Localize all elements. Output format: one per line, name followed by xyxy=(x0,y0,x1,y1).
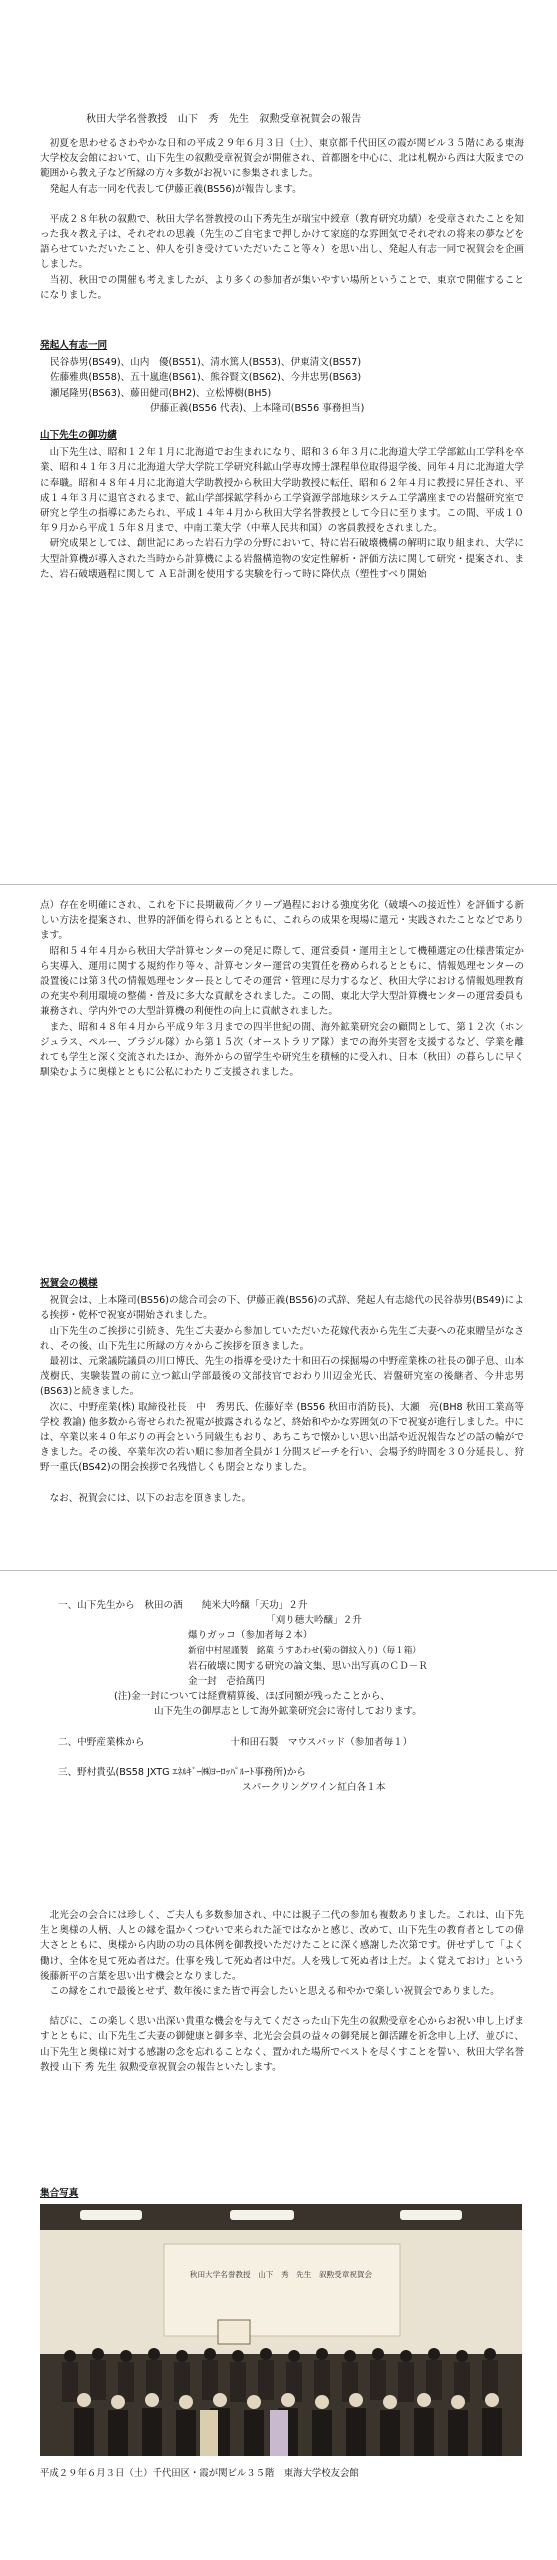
party-section xyxy=(40,1276,524,1506)
gift-line: 三、野村貴弘(BS58 JXTG ｴﾈﾙｷﾞｰ㈱ﾖｰﾛｯﾊﾟﾙｰﾄ事務所)から xyxy=(58,1766,306,1778)
gift-line: 「刈り穂大吟醸」２升 xyxy=(266,1615,362,1627)
founders-line-last: 伊藤正義(BS56 代表)、上本隆司(BS56 事務担当) xyxy=(150,402,365,414)
party-paragraph-1: 祝賀会は、上本隆司(BS56)の総合司会の下、伊藤正義(BS56)の式辞、発起人有志総代の民谷恭男(BS49)による挨拶・乾杯で祝宴が開始されました。 xyxy=(40,1295,524,1322)
gifts-list xyxy=(58,1598,528,1795)
gift-line: (注)金一封については経費精算後、ほぼ同額が残ったことから、 xyxy=(114,1691,390,1703)
gift-line: 金一封 壱拾萬円 xyxy=(188,1676,265,1688)
report-title: 秋田大学名誉教授 山下 秀 先生 叙勲受章祝賀会の報告 xyxy=(86,114,362,125)
closing-section xyxy=(40,1908,524,2075)
gift-line-detail: 十和田石製 マウスパッド（参加者毎１） xyxy=(230,1736,413,1748)
achievements-paragraph-4: 昭和５４年４月から秋田大学計算センターの発足に際して、運営委員・運用主として機種選定の仕様書策定から実導入、運用に関する規約作り等々、計算センター運営の実質任を務められるとともに、情報処理センターの設置後には第３代の情報処理センター長としてその運営・管理に尽力するなど、秋田大学における情報処理教育の充実や利用環境の整備・普及に多大な貢献をされました。この間、東北大学大型計算機センターの運営委員も兼務され、学内外での大型計算機の利便性の向上に貢献されました。 xyxy=(40,945,524,1018)
photo-banner-text: 秋田大学名誉教授 山下 秀 先生 叙勲受章祝賀会 xyxy=(189,2270,373,2279)
page-2 xyxy=(0,898,557,2479)
achievements-paragraph-2: 研究成果としては、創世記にあった岩石力学の分野において、特に岩石破壊機構の解明に取り組まれ、大学に大型計算機が導入された当時から計算機による岩盤構造物の安定性解析・評価方法に関して研究・提案され、また、岩石破壊過程に関して ＡＥ計測を使用する実験を行って時に降伏点（塑性すべり開始 xyxy=(40,538,524,580)
intro-paragraph-2: 発起人有志一同を代表して伊藤正義(BS56)が報告します。 xyxy=(49,183,302,195)
closing-paragraph-3: 結びに、この楽しく思い出深い貴重な機会を与えてくださった山下先生の叙勲受章を心からお祝い申し上げますとともに、山下先生ご夫妻の御健康と御多幸、北光会会員の益々の御発展と御活躍を祈念申し上げ、並びに、山下先生と奥様に対する感謝の念を忘れることなく、置かれた場所でベストを尽くすことを誓い、秋田大学名誉教授 山下 秀 先生 叙勲受章祝賀会の報告といたします。 xyxy=(40,2016,524,2073)
page-separator-2 xyxy=(0,1570,557,1571)
intro-paragraph-1: 初夏を思わせるさわやかな日和の平成２９年６月３日（土）、東京都千代田区の霞が関ビル３５階にある東海大学校友会館において、山下先生の叙勲受章祝賀会が開催され、首都圏を中心に、北は札幌から西は大阪までの範囲から教え子など所縁の方々多数がお祝いに参集されました。 xyxy=(40,138,524,180)
founders-section xyxy=(40,338,524,416)
achievements-continued xyxy=(40,898,524,1080)
party-paragraph-2: 山下先生のご挨拶に引続き、先生ご夫妻から参加していただいた花嫁代表から先生ご夫妻への花束贈呈がなされ、その後、山下先生に所縁の方々からご挨拶を頂きました。 xyxy=(40,1325,524,1352)
founders-line: 瀬尾隆男(BS63)、藤田健司(BH2)、立松博樹(BH5) xyxy=(50,387,272,399)
founders-line: 民谷恭男(BS49)、山内 優(BS51)、清水篤人(BS53)、伊東清文(BS57) xyxy=(50,357,362,369)
founders-heading: 発起人有志一同 xyxy=(40,340,108,351)
group-photo-illustration xyxy=(40,2204,522,2456)
gift-line: 爆りガッコ（参加者毎２本） xyxy=(188,1630,313,1642)
page-1 xyxy=(0,0,557,870)
gift-line: 一、山下先生から 秋田の酒 純米大吟醸「天功」２升 xyxy=(58,1600,308,1611)
gift-line: スパークリングワイン紅白各１本 xyxy=(242,1782,386,1794)
gift-line: 山下先生の御厚志として海外鉱業研究会に寄付しております。 xyxy=(154,1706,422,1718)
party-heading: 祝賀会の模様 xyxy=(40,1278,98,1289)
gift-line-label: 二、中野産業株から xyxy=(58,1736,145,1748)
party-paragraph-5: なお、祝賀会には、以下のお志を頂きました。 xyxy=(49,1492,252,1504)
achievements-section xyxy=(40,428,524,582)
achievements-paragraph-1: 山下先生は、昭和１２年１月に北海道でお生まれになり、昭和３６年３月に北海道大学工学部鉱山工学科を卒業、昭和４１年３月に北海道大学大学院工学研究科鉱山学専攻博士課程単位取得退学後、同年４月に北海道大学に奉職。昭和４８年４月に北海道大学助教授から秋田大学助教授に転任、昭和６２年４月に教授に昇任され、平成１４年３月に退官されるまで、鉱山学部採鉱学科から工学資源学部地球システム工学講座までの岩盤研究室で研究と学生の指導にあたられ、平成１４年４月から秋田大学名誉教授として今日に至ります。この間、平成１０年９月から平成１５年８月まで、中南工業大学（中華人民共和国）の客員教授をされました。 xyxy=(40,447,524,535)
party-paragraph-4: 次に、中野産業(株) 取締役社長 中 秀男氏、佐藤好幸 (BS56 秋田市消防長)、大瀬 亮(BH8 秋田工業高等学校 教諭) 他多数から寄せられた祝電が披露されるなど、終始和やかな雰囲気の下で祝宴が進行しました。中には、卒業以来４０年ぶりの再会という同級生もおり、あちこちで懐かしい思い出話や近況報告などの話の輪ができました。その後、卒業年次の若い順に参加者全員が１分間スピーチを行い、会場予約時間を３０分延長し、狩野一重氏(BS42)の閉会挨拶で名残惜しくも閉会となりました。 xyxy=(40,1401,524,1474)
intro2-paragraph-1: 平成２８年秋の叙勲で、秋田大学名誉教授の山下秀先生が瑞宝中綬章（教育研究功績）を受章されたことを知った我々教え子は、それぞれの思義（先生のご自宅まで押しかけて家庭的な雰囲気でそれぞれの将来の夢などを語らせていただいたこと、仲人を引き受けていただいたこと等々）を思い出し、発起人有志一同で祝賀会を企画しました。 xyxy=(40,213,524,271)
gift-line: 岩石破壊に関する研究の論文集、思い出写真のＣＤ－Ｒ xyxy=(188,1660,428,1672)
intro-section xyxy=(40,136,524,303)
page-separator xyxy=(0,884,557,885)
intro2-paragraph-2: 当初、秋田での開催も考えましたが、より多くの参加者が集いやすい場所ということで、東京で開催することになりました。 xyxy=(40,274,524,301)
photo-caption: 平成２９年６月３日（土）千代田区・霞が関ビル３５階 東海大学校友会館 xyxy=(40,2468,359,2479)
closing-paragraph-1: 北光会の会合には珍しく、ご夫人も多数参加され、中には親子二代の参加も複数ありました。これは、山下先生と奥様の人柄、人との縁を温かくつむいで来られた証ではなかと感じ、改めて、山下先生の教育者としての偉大さとともに、奥様から内助の功の具体例を御教授いただけたことに深く感謝した次第です。併せずして「よく働け、全体を見て死ぬ者はだ。仕事を残して死ぬ者は中だ。人を残して死ぬ者は上だ。よく覚えておけ」という後藤新平の言葉を思い出す機会となりました。 xyxy=(40,1910,524,1982)
achievements-paragraph-5: また、昭和４８年４月から平成９年３月までの四半世紀の間、海外鉱業研究会の顧問として、第１２次（ホンジュラス、ペルー、ブラジル隊）から第１５次（オーストラリア隊）までの海外実習を支援するなど、学業を離れても学生と深く交流されたほか、海外からの留学生や研究生を積極的に受入れ、日本（秋田）の暮らしに早く馴染むように奥様とともに公私にわたりご支援されました。 xyxy=(40,1021,524,1079)
closing-paragraph-2: この縁をこれで最後とせず、数年後にまた皆で再会したいと思える和やかで楽しい祝賀会でありました。 xyxy=(49,1986,500,1998)
achievements-heading: 山下先生の御功績 xyxy=(40,430,117,441)
group-photo xyxy=(40,2204,522,2456)
gift-line xyxy=(58,1735,528,1750)
photo-heading: 集合写真 xyxy=(40,2188,79,2199)
party-paragraph-3: 最初は、元衆議院議員の川口博氏、先生の指導を受けた十和田石の採掘場の中野産業株の社長の御子息、山本茂樹氏、実験装置の前に立つ鉱山学部最後の文部技官でおわり川辺金光氏、岩盤研究室の後継者、今井忠男(BS63)と続きました。 xyxy=(40,1356,524,1398)
achievements-paragraph-3: 点）存在を明確にされ、これを下に長期載荷／クリープ過程における強度劣化（破壊への接近性）を評価する新しい方法を提案され、世界的評価を得られるとともに、これらの成果を現場に還元・実践されたことなどであります。 xyxy=(40,900,524,942)
gift-line: 新宿中村屋謹製 銘菓 うすあわせ(菊の御紋入り)（毎１箱） xyxy=(188,1645,421,1656)
founders-line: 佐藤雅典(BS58)、五十嵐進(BS61)、熊谷賢文(BS62)、今井忠男(BS63) xyxy=(50,372,362,384)
